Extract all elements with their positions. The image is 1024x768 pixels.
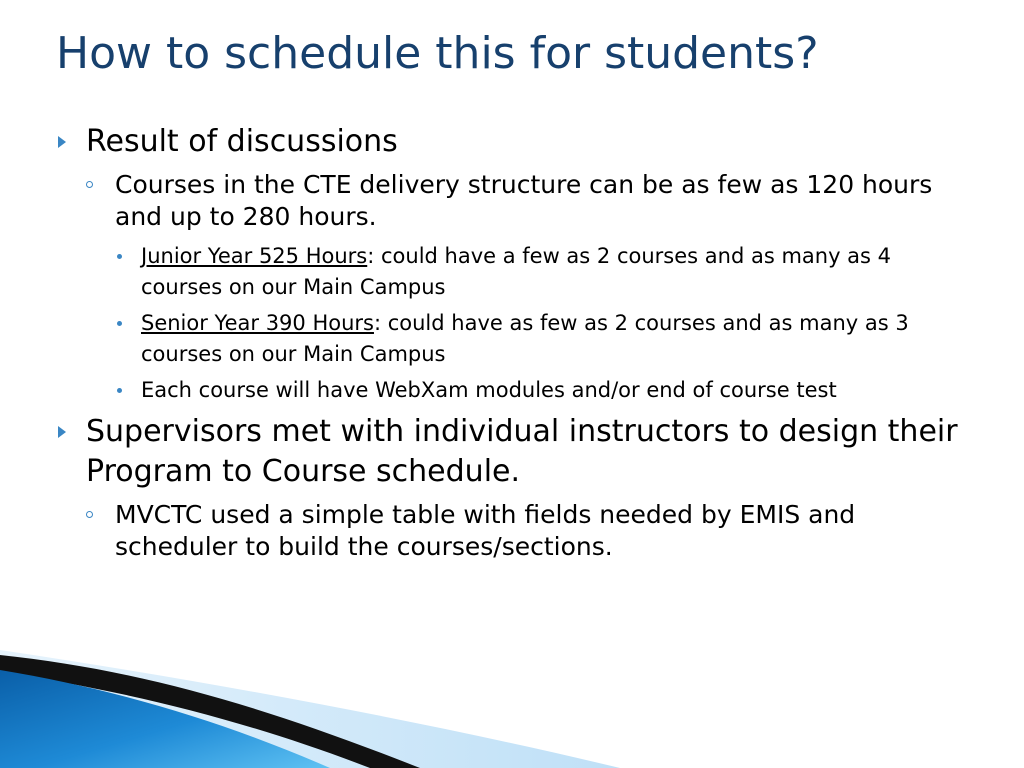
senior-year-hours-label: Senior Year 390 Hours — [141, 311, 374, 335]
bullet-text: Supervisors met with individual instructors to design their Program to Course schedule. — [86, 414, 958, 489]
dot-icon — [117, 254, 122, 259]
bullet-text: Result of discussions — [86, 124, 398, 159]
light-swoosh — [0, 650, 620, 768]
triangle-right-icon — [58, 426, 66, 438]
triangle-right-icon — [58, 136, 66, 148]
bullet-level1-result — [86, 122, 986, 162]
dot-icon — [117, 321, 122, 326]
bullet-text: : could have as few as 2 courses and as many as 3 courses on our Main Campus — [141, 311, 909, 366]
hollow-circle-icon — [86, 181, 93, 188]
bullet-level2-mvctc — [115, 499, 955, 563]
bullet-level3-senior — [141, 308, 971, 370]
junior-year-hours-label: Junior Year 525 Hours — [141, 244, 368, 268]
bullet-text: Courses in the CTE delivery structure can be as few as 120 hours and up to 280 hours. — [115, 170, 933, 231]
dark-swoosh — [0, 655, 420, 768]
page-title: How to schedule this for students? — [56, 28, 819, 79]
blue-swoosh — [0, 670, 330, 768]
bullet-text: MVCTC used a simple table with fields needed by EMIS and scheduler to build the courses/sections. — [115, 500, 856, 561]
hollow-circle-icon — [86, 511, 93, 518]
bullet-level3-webxam — [141, 375, 971, 406]
bullet-level2-courses — [115, 169, 955, 233]
bullet-text: Each course will have WebXam modules and/or end of course test — [141, 378, 837, 402]
dot-icon — [117, 388, 122, 393]
bullet-text: : could have a few as 2 courses and as many as 4 courses on our Main Campus — [141, 244, 892, 299]
bullet-level1-supervisors — [86, 412, 986, 492]
bullet-level3-junior — [141, 241, 971, 303]
